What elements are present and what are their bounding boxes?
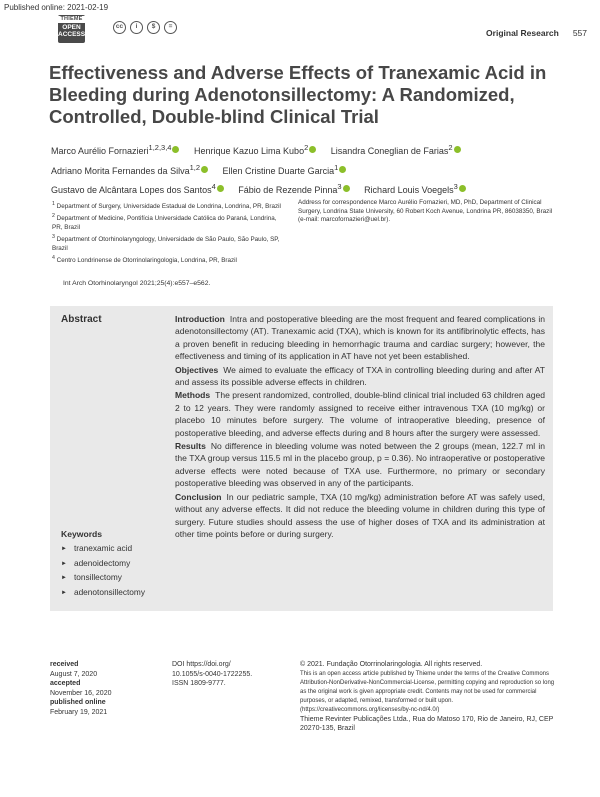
author-list	[51, 140, 581, 199]
publisher-address: Thieme Revinter Publicações Ltda., Rua do Matoso 170, Rio de Janeiro, RJ, CEP 20270-135, Brazil	[300, 715, 554, 733]
affiliation: $^3$ Department of Otorhinolaryngology, Universidade de São Paulo, São Paulo, SP, Brazil	[52, 233, 280, 252]
article-title: Effectiveness and Adverse Effects of Tranexamic Acid in Bleeding during Adenotonsillectomy: A Randomized, Controlled, Double-blind Clinical Trial	[49, 62, 547, 127]
orcid-icon[interactable]	[172, 146, 179, 153]
license-text: This is an open access article published by Thieme under the terms of the Creative Commons Attribution-NonDerivative-NonCommercial-License, permitting copying and reproduction so long as the original work is given appropriate credit. Contents may not be used for commercial purposes, or adapted, remixed, transformed or built upon. (https://creativecommons.org/licenses/by-nc-nd/4.0/)	[300, 670, 555, 713]
author: Marco Aurélio Fornazieri$^{1,2,3,4}$	[51, 146, 179, 156]
doi-number[interactable]: 10.1055/s-0040-1722255.	[172, 670, 253, 678]
published-online-date: Published online: 2021-02-19	[4, 3, 109, 12]
author: Lisandra Coneglian de Farias$^2$	[331, 146, 461, 156]
affiliation: $^4$ Centro Londrinense de Otorrinolaringologia, Londrina, PR, Brazil	[52, 254, 237, 264]
abstract-methods: Methods The present randomized, controlled, double-blind clinical trial included 63 children aged 2 to 12 years. They were randomly assigned to receive either intravenous TXA (10 mg/kg) or placebo 10 minutes before surgery. The volume of intraoperative bleeding, presence of postoperative bleeding, and adverse effects during and 8 hours after the surgery were assessed.	[175, 390, 545, 438]
logo-top-text: THIEME	[58, 16, 85, 23]
affiliation: $^2$ Department of Medicine, Pontifícia Universidade Católica do Paraná, Londrina, PR, Brazil	[52, 213, 277, 231]
keyword-item: ► tonsillectomy	[61, 571, 145, 586]
abstract-introduction: Introduction Intra and postoperative bleeding are the most frequent and feared complications in adenotonsillectomy (AT). Tranexamic acid (TXA), which is known for its antifibrinolytic effects, has a proven benefit in reducing bleeding in hemorrhagic trauma and cardiac surgery; however, the effectiveness and timing of its application in AT have not yet been established.	[175, 314, 545, 362]
orcid-icon[interactable]	[339, 166, 346, 173]
orcid-icon[interactable]	[201, 166, 208, 173]
abstract-conclusion: Conclusion In our pediatric sample, TXA (10 mg/kg) administration before AT was safely used, without any adverse effects. It did not reduce the bleeding volume in children during this type of surgery. Future studies should assess the use of higher doses of TXA and its administration at other time points before or during surgery.	[175, 491, 545, 539]
abstract-results: Results No difference in bleeding volume was noted between the 2 groups (mean, 122.7 ml in the TXA group versus 115.5 ml in the placebo group, p = 0.36). No intraoperative or postoperative adverse effects were noted because of TXA use. Furthermore, no primary or secondary postoperative bleeding was observed in any of the participants.	[175, 441, 545, 489]
orcid-icon[interactable]	[459, 185, 466, 192]
orcid-icon[interactable]	[309, 146, 316, 153]
keyword-item: ► adenotonsillectomy	[61, 586, 145, 601]
abstract-body	[175, 313, 545, 541]
orcid-icon[interactable]	[454, 146, 461, 153]
keyword-item: ► adenoidectomy	[61, 557, 145, 572]
cc-by-icon: i	[130, 21, 143, 34]
logo-line2: ACCESS	[58, 31, 86, 38]
article-dates: received August 7, 2020 accepted November 16, 2020 published online February 19, 2021	[50, 661, 112, 716]
logo-line1: OPEN	[62, 24, 81, 31]
cc-license-icon: cc	[113, 21, 126, 34]
section-label: Original Research	[486, 28, 559, 38]
issn: ISSN 1809-9777.	[172, 680, 226, 688]
running-header	[486, 28, 587, 38]
correspondence-address: Address for correspondence Marco Aurélio Fornazieri, MD, PhD, Department of Clinical Surgery, Londrina State University, 60 Robert Koch Avenue, Londrina PR, 86038350, Brazil (e-mail: marcofornazieri@uel.br).	[298, 199, 553, 224]
author: Fábio de Rezende Pinna$^3$	[238, 185, 349, 195]
copyright-block	[300, 660, 558, 734]
author: Richard Louis Voegels$^3$	[364, 185, 466, 195]
doi-line[interactable]: DOI https://doi.org/	[172, 661, 231, 668]
page-number: 557	[572, 28, 587, 38]
thieme-open-access-logo	[58, 15, 85, 43]
author: Ellen Cristine Duarte Garcia$^1$	[223, 166, 347, 176]
abstract-label: Abstract	[61, 314, 102, 325]
keywords-list	[61, 542, 145, 600]
citation: Int Arch Otorhinolaryngol 2021;25(4):e557–e562.	[63, 280, 211, 287]
author: Gustavo de Alcântara Lopes dos Santos$^4$	[51, 185, 224, 195]
author: Henrique Kazuo Lima Kubo$^2$	[194, 146, 316, 156]
cc-nd-icon: =	[164, 21, 177, 34]
affiliations	[52, 200, 284, 266]
copyright: © 2021. Fundação Otorrinolaringologia. All rights reserved.	[300, 661, 483, 668]
abstract-objectives: Objectives We aimed to evaluate the efficacy of TXA in controlling bleeding during and after AT and assess its possible adverse effects in children.	[175, 364, 545, 388]
affiliation: $^1$ Department of Surgery, Universidade Estadual de Londrina, Londrina, PR, Brazil	[52, 201, 281, 211]
orcid-icon[interactable]	[343, 185, 350, 192]
cc-nc-icon: $	[147, 21, 160, 34]
doi-issn	[172, 660, 252, 689]
keyword-item: ► tranexamic acid	[61, 542, 145, 557]
author: Adriano Morita Fernandes da Silva$^{1,2}$	[51, 166, 208, 176]
keywords-label: Keywords	[61, 529, 103, 539]
orcid-icon[interactable]	[217, 185, 224, 192]
